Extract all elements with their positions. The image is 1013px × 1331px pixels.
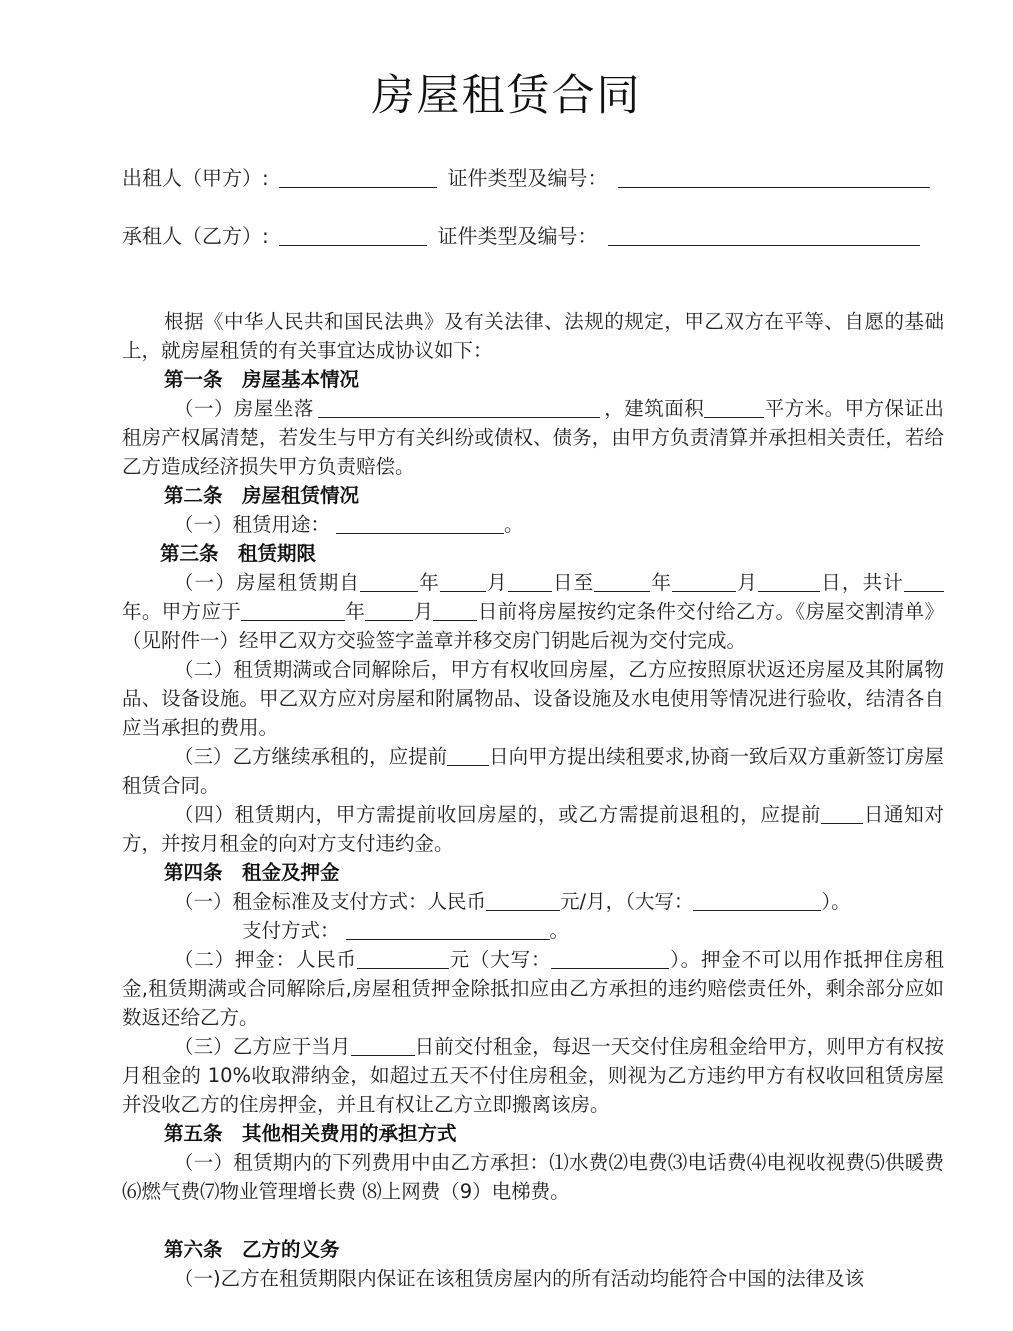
lessee-label: 承租人（乙方）:: [122, 224, 269, 248]
article-3-clause-3: （三）乙方继续承租的，应提前 日向甲方提出续租要求,协商一致后双方重新签订房屋租赁合同。: [122, 745, 944, 797]
lessor-name-field: [279, 165, 437, 188]
article-4-clause-1: （一）租金标准及支付方式：人民币 元/月，（大写： ）。: [174, 890, 851, 913]
article-5-clause-1: （一）租赁期内的下列费用中由乙方承担：⑴水费⑵电费⑶电话费⑷电视收视费⑸供暖费⑹燃气费⑺物业管理增长费 ⑻上网费（9）电梯费。: [122, 1151, 944, 1203]
article-4-payment-method: 支付方式： 。: [242, 919, 570, 942]
article-4-clause-2: （二）押金：人民币 元（大写： ）。押金不可以用作抵押住房租金,租赁期满或合同解除后,房屋租赁押金除抵扣应由乙方承担的违约赔偿责任外，剩余部分应如数返还给乙方。: [122, 948, 944, 1029]
lessee-id-label: 证件类型及编号：: [437, 224, 598, 248]
intro-paragraph: 根据《中华人民共和国民法典》及有关法律、法规的规定，甲乙双方在平等、自愿的基础上，就房屋租赁的有关事宜达成协议如下：: [122, 310, 944, 362]
start-day-field: [508, 571, 552, 592]
article-3-heading: 第三条 租赁期限: [160, 542, 317, 565]
article-1-clause-1: （一）房屋坐落 ，建筑面积 平方米。甲方保证出租房产权属清楚，若发生与甲方有关纠纷或债权、债务，由甲方负责清算并承担相关责任，若给乙方造成经济损失甲方负责赔偿。: [122, 397, 944, 478]
lessor-label: 出租人（甲方）:: [122, 166, 269, 190]
start-year-field: [360, 571, 418, 592]
termination-notice-days-field: [821, 803, 863, 824]
deposit-amount-field: [357, 948, 449, 969]
section-gap: [122, 1206, 944, 1235]
article-6-clause-1: （一)乙方在租赁期限内保证在该租赁房屋内的所有活动均能符合中国的法律及该: [174, 1267, 865, 1290]
handover-month-field: [365, 600, 413, 621]
rent-due-day-field: [351, 1035, 415, 1056]
start-month-field: [440, 571, 486, 592]
end-day-field: [758, 571, 820, 592]
total-years-field: [904, 571, 944, 592]
article-2-heading: 第二条 房屋租赁情况: [164, 484, 360, 507]
payment-method-field: [346, 919, 550, 940]
handover-day-field: [433, 600, 477, 621]
article-6-heading: 第六条 乙方的义务: [164, 1238, 340, 1261]
handover-year-field: [241, 600, 345, 621]
article-2-clause-1: （一）租赁用途： 。: [174, 513, 524, 536]
article-4-clause-3: （三）乙方应于当月 日前交付租金，每迟一天交付住房租金给甲方，则甲方有权按月租金的 10%收取滞纳金，如超过五天不付住房租金，则视为乙方违约甲方有权收回租赁房屋并没收乙方的住房押金，并且有权让乙方立即搬离该房。: [122, 1035, 944, 1116]
area-field: [704, 397, 764, 418]
lessee-name-field: [279, 223, 427, 246]
article-3-clause-2: （二）租赁期满或合同解除后，甲方有权收回房屋，乙方应按照原状返还房屋及其附属物品、设备设施。甲乙双方应对房屋和附属物品、设备设施及水电使用等情况进行验收，结清各自应当承担的费用。: [122, 658, 944, 739]
monthly-rent-field: [486, 890, 560, 911]
document-title: 房屋租赁合同: [371, 71, 642, 121]
lessor-id-field: [618, 165, 930, 188]
article-1-heading: 第一条 房屋基本情况: [164, 368, 360, 391]
usage-field: [336, 513, 504, 534]
article-3-clause-1: （一）房屋租赁期自 年 月 日至 年 月 日，共计年。甲方应于 年 月 日前将房屋按约定条件交付给乙方。《房屋交割清单》（见附件一）经甲乙双方交验签字盖章并移交房门钥匙后视为交付完成。: [122, 571, 944, 652]
renewal-notice-days-field: [447, 745, 489, 766]
location-field: [318, 397, 600, 418]
article-3-clause-4: （四）租赁期内，甲方需提前收回房屋的，或乙方需提前退租的，应提前 日通知对方，并按月租金的向对方支付违约金。: [122, 803, 944, 855]
end-year-field: [594, 571, 650, 592]
lessee-id-field: [608, 223, 920, 246]
contract-body: [122, 307, 944, 1293]
article-5-heading: 第五条 其他相关费用的承担方式: [164, 1122, 457, 1145]
deposit-uppercase-field: [551, 948, 669, 969]
end-month-field: [672, 571, 736, 592]
article-4-heading: 第四条 租金及押金: [164, 861, 340, 884]
lessee-line: [122, 221, 924, 251]
lessor-id-label: 证件类型及编号：: [447, 166, 608, 190]
rent-uppercase-field: [693, 890, 821, 911]
lessor-line: [122, 163, 934, 193]
